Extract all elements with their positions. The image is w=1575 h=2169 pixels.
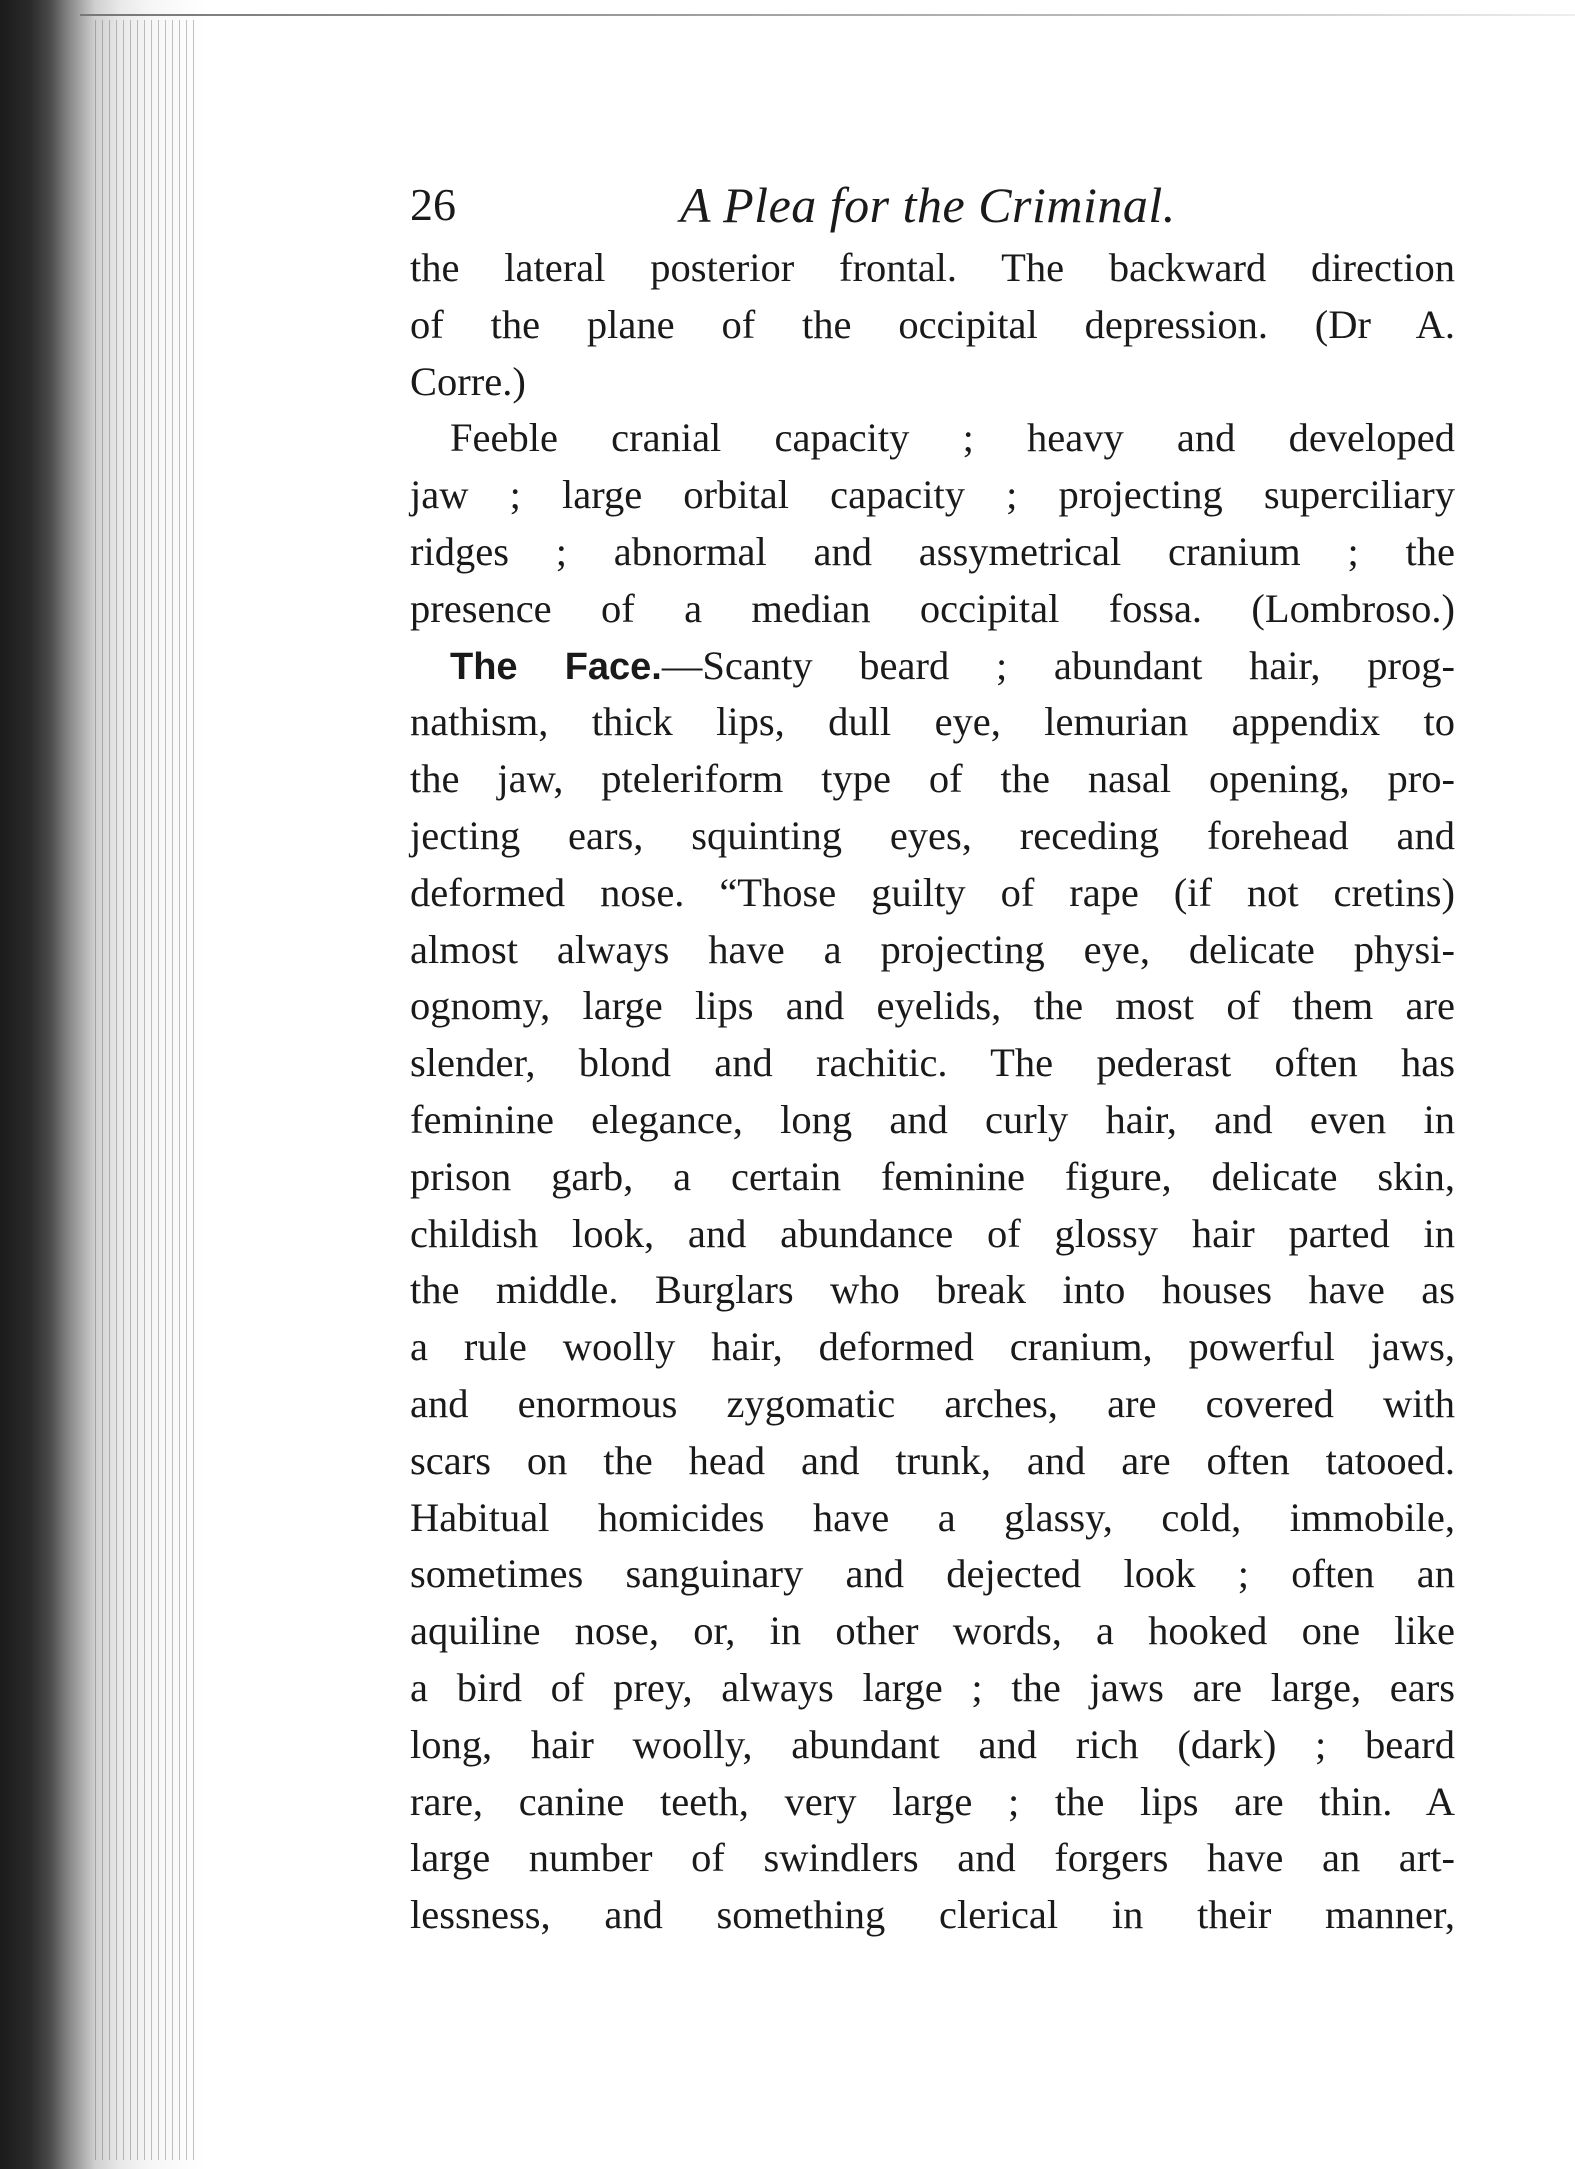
page-top-edge bbox=[80, 14, 1575, 16]
text-line: jecting ears, squinting eyes, receding forehead and bbox=[410, 812, 1455, 858]
text-line: jaw ; large orbital capacity ; projecting superciliary bbox=[410, 472, 1455, 518]
text-line: large number of swindlers and forgers have an art- bbox=[410, 1835, 1455, 1881]
book-page bbox=[410, 170, 1455, 1944]
text-line: childish look, and abundance of glossy hair parted in bbox=[410, 1210, 1455, 1256]
text-line: feminine elegance, long and curly hair, and even in bbox=[410, 1096, 1455, 1142]
section-sidehead: The Face. bbox=[450, 645, 662, 688]
text-line: Feeble cranial capacity ; heavy and developed bbox=[450, 415, 1455, 461]
text-line: rare, canine teeth, very large ; the lips are thin. A bbox=[410, 1778, 1455, 1824]
text-line: the middle. Burglars who break into houses have as bbox=[410, 1267, 1455, 1313]
text-line-with-sidehead bbox=[410, 638, 1455, 695]
text-line: prison garb, a certain feminine figure, delicate skin, bbox=[410, 1153, 1455, 1199]
page-number: 26 bbox=[410, 179, 456, 230]
text-line: deformed nose. “Those guilty of rape (if not cretins) bbox=[410, 869, 1455, 915]
text-line: a rule woolly hair, deformed cranium, powerful jaws, bbox=[410, 1324, 1455, 1370]
text-line: slender, blond and rachitic. The pederast often has bbox=[410, 1040, 1455, 1086]
text-line-rest: —Scanty beard ; abundant hair, prog- bbox=[661, 642, 1455, 688]
page-edge-lines bbox=[95, 20, 195, 2160]
text-line: long, hair woolly, abundant and rich (dark) ; beard bbox=[410, 1721, 1455, 1767]
text-line: ognomy, large lips and eyelids, the most of them are bbox=[410, 983, 1455, 1029]
text-line: nathism, thick lips, dull eye, lemurian appendix to bbox=[410, 699, 1455, 745]
text-line: ridges ; abnormal and assymetrical cranium ; the bbox=[410, 528, 1455, 574]
text-line: the lateral posterior frontal. The backward direction bbox=[410, 245, 1455, 290]
text-line: sometimes sanguinary and dejected look ; often an bbox=[410, 1551, 1455, 1597]
text-line: Habitual homicides have a glassy, cold, immobile, bbox=[410, 1494, 1455, 1540]
text-line: the jaw, pteleriform type of the nasal opening, pro- bbox=[410, 756, 1455, 802]
body-text bbox=[410, 240, 1455, 1944]
text-line: lessness, and something clerical in their manner, bbox=[410, 1892, 1455, 1938]
text-line: Corre.) bbox=[410, 358, 526, 404]
text-line: of the plane of the occipital depression. (Dr A. bbox=[410, 301, 1455, 347]
text-line: aquiline nose, or, in other words, a hooked one like bbox=[410, 1608, 1455, 1654]
text-line: and enormous zygomatic arches, are covered with bbox=[410, 1380, 1455, 1426]
text-line: presence of a median occipital fossa. (Lombroso.) bbox=[410, 585, 1455, 631]
running-head bbox=[410, 170, 1455, 240]
text-line: a bird of prey, always large ; the jaws are large, ears bbox=[410, 1664, 1455, 1710]
text-line: almost always have a projecting eye, delicate physi- bbox=[410, 926, 1455, 972]
text-line: scars on the head and trunk, and are often tatooed. bbox=[410, 1437, 1455, 1483]
running-title: A Plea for the Criminal. bbox=[680, 177, 1176, 233]
